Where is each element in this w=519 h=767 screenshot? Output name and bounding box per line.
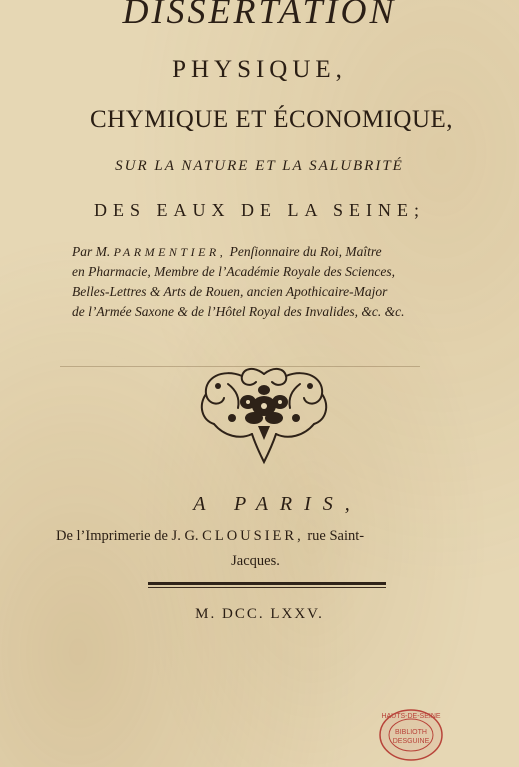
imprint-prefix: De l’Imprimerie de J. G.: [56, 528, 199, 544]
imprint-line-1: [56, 528, 364, 545]
byline-line-4: de l’Armée Saxone & de l’Hôtel Royal des Invalides, &c. &c.: [72, 304, 405, 319]
title-subject: SUR LA NATURE ET LA SALUBRITÉ: [115, 158, 404, 174]
printer-name: CLOUSIER,: [202, 528, 304, 544]
stamp-text-top: HAUTS-DE-SEINE: [381, 713, 441, 720]
byline-title: Penſionnaire du Roi, Maître: [229, 244, 382, 259]
floral-ornament-icon: [192, 362, 336, 466]
byline-line-2: en Pharmacie, Membre de l’Académie Royale des Sciences,: [72, 264, 395, 279]
publication-date: M. DCC. LXXV.: [195, 606, 324, 622]
byline-line-3: Belles-Lettres & Arts de Rouen, ancien Apothicaire-Major: [72, 284, 388, 299]
stamp-text-bottom: DESGUINE: [392, 738, 430, 745]
byline-par: Par M.: [72, 244, 111, 259]
imprint-line-2: Jacques.: [231, 553, 280, 569]
double-rule-thick: [148, 582, 386, 585]
double-rule-thin: [148, 587, 386, 588]
imprint-street: rue Saint-: [307, 528, 365, 544]
author-name: PARMENTIER,: [113, 245, 227, 259]
stamp-text-mid: BIBLIOTH: [395, 729, 427, 736]
byline-line-1: [72, 244, 492, 260]
library-stamp: [378, 708, 444, 762]
title-physique: PHYSIQUE,: [172, 56, 347, 83]
title-eaux-seine: DES EAUX DE LA SEINE;: [94, 200, 425, 220]
title-dissertation: DISSERTATION: [122, 0, 397, 31]
imprint-city: A PARIS,: [193, 493, 362, 515]
title-chymique: CHYMIQUE ET ÉCONOMIQUE,: [89, 106, 454, 133]
